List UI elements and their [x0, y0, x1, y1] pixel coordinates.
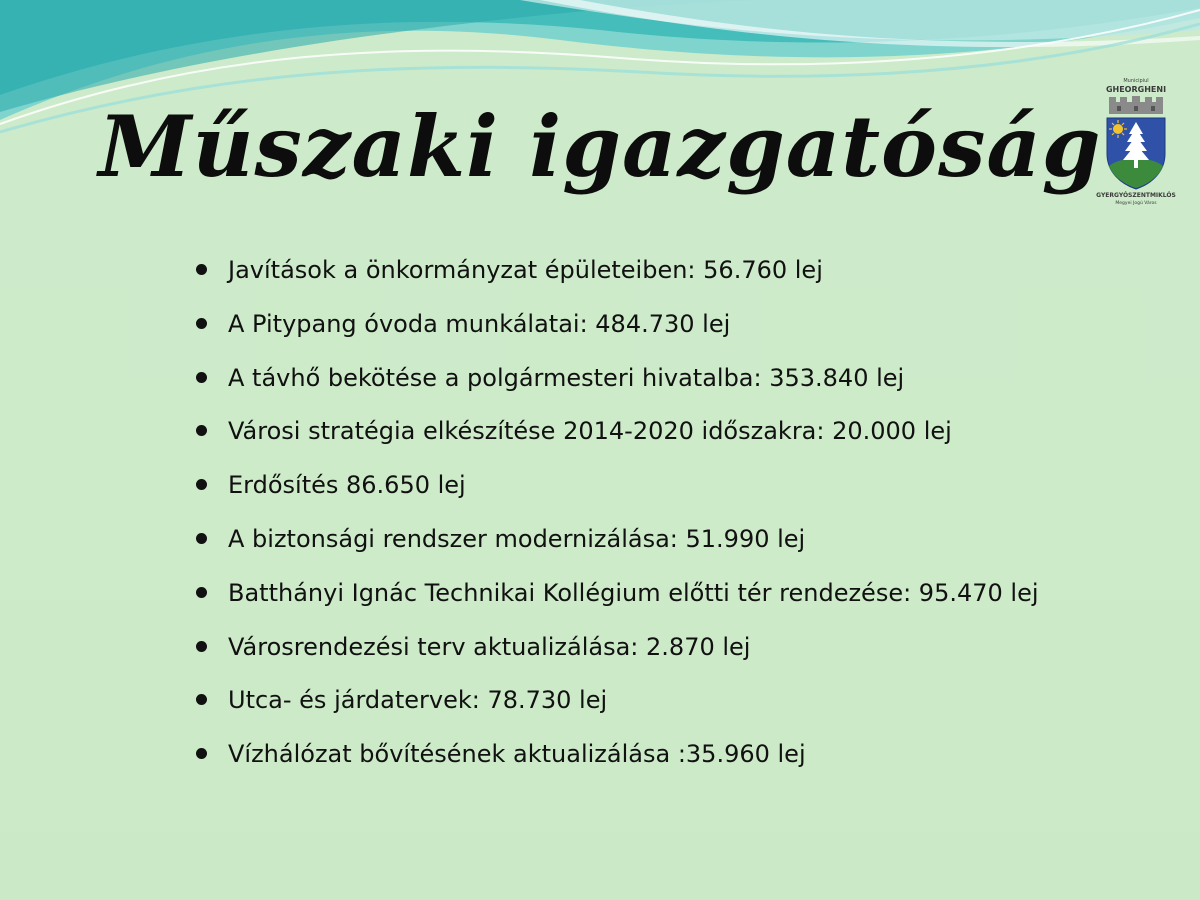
list-item-text: Vízhálózat bővítésének aktualizálása :35.960 lej [228, 740, 806, 769]
list-item [196, 358, 1039, 412]
list-item [196, 304, 1039, 358]
list-item-text: Javítások a önkormányzat épületeiben: 56.760 lej [228, 256, 823, 284]
bullet-icon [196, 264, 207, 275]
logo-bottom-small-text: Megyei Jogú Város [1115, 201, 1157, 206]
list-item-text: Városi stratégia elkészítése 2014-2020 időszakra: 20.000 lej [228, 417, 952, 446]
logo-bottom-text: GYERGYÓSZENTMIKLÓS [1096, 192, 1176, 199]
list-item-text: Batthányi Ignác Technikai Kollégium előtti tér rendezése: 95.470 lej [228, 578, 1039, 607]
logo-top-text: GHEORGHENI [1105, 85, 1167, 94]
list-item-text: Erdősítés 86.650 lej [228, 471, 466, 500]
bullet-icon [196, 479, 207, 490]
list-item [196, 573, 1039, 627]
bullet-icon [196, 587, 207, 598]
list-item-text: Városrendezési terv aktualizálása: 2.870 lej [228, 632, 751, 661]
bullet-icon [196, 318, 207, 329]
list-item [196, 734, 1039, 788]
list-item-text: Utca- és járdatervek: 78.730 lej [228, 686, 608, 715]
list-item [196, 519, 1039, 573]
coat-of-arms-icon [1103, 96, 1169, 190]
list-item [196, 627, 1039, 681]
list-item [196, 680, 1039, 734]
list-item [196, 250, 1039, 304]
slide-title: Műszaki igazgatóság [98, 97, 1102, 196]
bullet-icon [196, 425, 207, 436]
bullet-icon [196, 694, 207, 705]
bullet-icon [196, 533, 207, 544]
list-item-text: A távhő bekötése a polgármesteri hivatalba: 353.840 lej [228, 363, 905, 392]
city-logo [1094, 78, 1178, 228]
bullet-icon [196, 641, 207, 652]
list-item [196, 465, 1039, 519]
list-item-text: A biztonsági rendszer modernizálása: 51.990 lej [228, 524, 806, 553]
logo-top-small-text: Municipiul [1123, 78, 1149, 84]
list-item-text: A Pitypang óvoda munkálatai: 484.730 lej [228, 309, 731, 338]
bullet-list [196, 250, 1039, 788]
bullet-icon [196, 372, 207, 383]
bullet-icon [196, 748, 207, 759]
list-item [196, 411, 1039, 465]
